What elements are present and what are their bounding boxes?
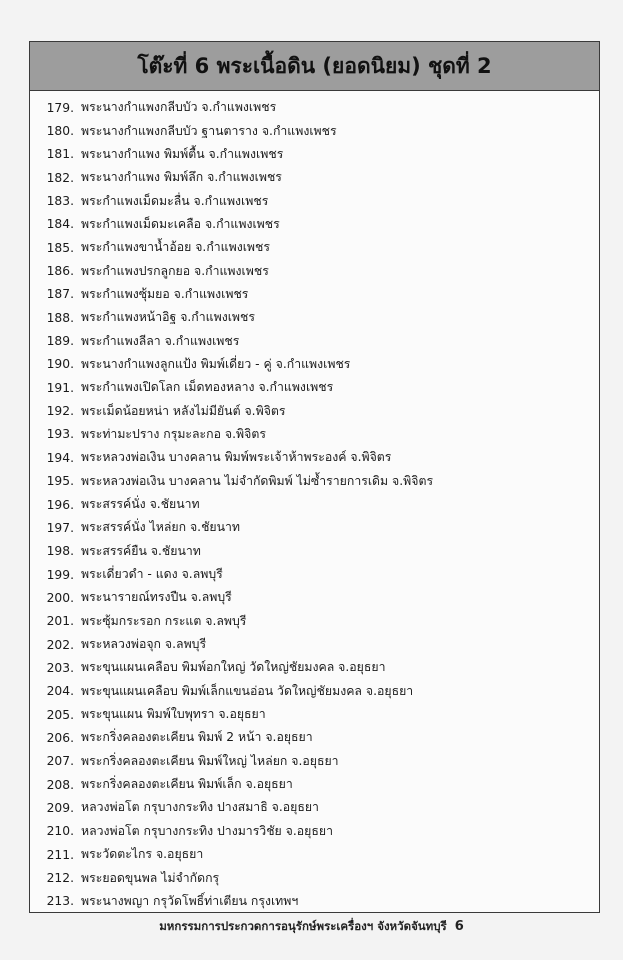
list-item [30,633,599,656]
item-text: พระหลวงพ่อเงิน บางคลาน พิมพ์พระเจ้าห้าพระองค์ จ.พิจิตร [81,450,392,465]
item-text: พระกริ่งคลองตะเคียน พิมพ์เล็ก จ.อยุธยา [81,777,293,792]
item-number: 179. [46,100,74,115]
item-number: 209. [46,800,74,815]
item-text: พระกำแพงลีลา จ.กำแพงเพชร [81,333,240,348]
item-text: พระสรรค์นั่ง จ.ชัยนาท [81,497,200,512]
item-text: พระนางกำแพงลูกแป้ง พิมพ์เดี่ยว - คู่ จ.กำแพงเพชร [81,356,351,371]
item-text: พระยอดขุนพล ไม่จำกัดกรุ [81,870,220,885]
item-text: พระนางกำแพงกลีบบัว จ.กำแพงเพชร [81,100,277,115]
item-number: 191. [46,380,74,395]
list-item [30,96,599,119]
list-item [30,119,599,142]
item-text: หลวงพ่อโต กรุบางกระทิง ปางมารวิชัย จ.อยุธยา [81,823,333,838]
item-number: 182. [46,170,74,185]
item-number: 188. [46,310,74,325]
item-number: 180. [46,124,74,139]
item-text: พระสรรค์นั่ง ไหล่ยก จ.ชัยนาท [81,520,241,535]
list-item [30,843,599,866]
list-item [30,890,599,913]
item-text: พระหลวงพ่อจุก จ.ลพบุรี [81,637,207,652]
item-number: 181. [46,147,74,162]
list-item [30,516,599,539]
list-item [30,470,599,493]
list-item [30,726,599,749]
page-footer [0,918,623,936]
item-number: 198. [46,544,74,559]
item-text: พระกริ่งคลองตะเคียน พิมพ์ 2 หน้า จ.อยุธยา [81,730,313,745]
list-item [30,796,599,819]
item-number: 211. [46,847,74,862]
item-text: พระวัดตะไกร จ.อยุธยา [81,847,204,862]
item-text: พระกริ่งคลองตะเคียน พิมพ์ใหญ่ ไหล่ยก จ.อยุธยา [81,753,339,768]
item-number: 202. [46,637,74,652]
item-text: พระกำแพงซุ้มยอ จ.กำแพงเพชร [81,286,249,301]
list-item [30,820,599,843]
item-number: 213. [46,894,74,909]
item-text: พระกำแพงหน้าอิฐ จ.กำแพงเพชร [81,310,255,325]
list-item [30,236,599,259]
list-item [30,399,599,422]
item-text: พระนางกำแพงกลีบบัว ฐานตาราง จ.กำแพงเพชร [81,123,337,138]
list-item [30,329,599,352]
item-number: 183. [46,194,74,209]
item-number: 195. [46,474,74,489]
list-item [30,353,599,376]
item-number: 207. [46,754,74,769]
table-frame [29,41,600,913]
list-item [30,703,599,726]
item-number: 204. [46,684,74,699]
item-number: 184. [46,217,74,232]
item-number: 186. [46,264,74,279]
list-item [30,563,599,586]
item-number: 196. [46,497,74,512]
item-number: 193. [46,427,74,442]
item-text: พระกำแพงขาน้ำอ้อย จ.กำแพงเพชร [81,240,270,255]
item-text: พระนารายณ์ทรงปืน จ.ลพบุรี [81,590,232,605]
list-item [30,259,599,282]
item-number: 192. [46,404,74,419]
item-text: พระกำแพงเม็ดมะลื่น จ.กำแพงเพชร [81,193,269,208]
footer-text: มหกรรมการประกวดการอนุรักษ์พระเครื่องฯ จังหวัดจันทบุรี [159,919,447,933]
list-item [30,586,599,609]
list-item [30,493,599,516]
item-text: พระนางกำแพง พิมพ์ลึก จ.กำแพงเพชร [81,170,282,185]
item-text: พระท่ามะปราง กรุมะละกอ จ.พิจิตร [81,426,266,441]
list-item [30,656,599,679]
list-item [30,610,599,633]
list-item [30,166,599,189]
list-item [30,773,599,796]
item-number: 212. [46,871,74,886]
item-number: 187. [46,287,74,302]
item-number: 206. [46,730,74,745]
item-number: 201. [46,614,74,629]
list-item [30,750,599,773]
item-text: พระกำแพงปรกลูกยอ จ.กำแพงเพชร [81,263,269,278]
item-number: 210. [46,824,74,839]
item-text: พระเม็ดน้อยหน่า หลังไม่มียันต์ จ.พิจิตร [81,403,286,418]
item-text: พระสรรค์ยืน จ.ชัยนาท [81,543,201,558]
item-text: พระเดี่ยวดำ - แดง จ.ลพบุรี [81,567,223,582]
item-text: พระกำแพงเปิดโลก เม็ดทองหลาง จ.กำแพงเพชร [81,380,334,395]
item-number: 189. [46,334,74,349]
list-item [30,376,599,399]
item-number: 205. [46,707,74,722]
item-number: 199. [46,567,74,582]
item-number: 197. [46,520,74,535]
amulet-list [30,91,599,913]
item-number: 194. [46,450,74,465]
list-item [30,866,599,889]
item-text: พระนางกำแพง พิมพ์ตื้น จ.กำแพงเพชร [81,146,284,161]
list-item [30,680,599,703]
list-item [30,540,599,563]
item-number: 208. [46,777,74,792]
item-text: พระขุนแผน พิมพ์ใบพุทรา จ.อยุธยา [81,707,266,722]
item-text: หลวงพ่อโต กรุบางกระทิง ปางสมาธิ จ.อยุธยา [81,800,319,815]
item-text: พระนางพญา กรุวัดโพธิ์ท่าเตียน กรุงเทพฯ [81,893,299,908]
list-item [30,423,599,446]
item-number: 190. [46,357,74,372]
page-title: โต๊ะที่ 6 พระเนื้อดิน (ยอดนิยม) ชุดที่ 2 [30,42,599,91]
list-item [30,446,599,469]
item-text: พระขุนแผนเคลือบ พิมพ์อกใหญ่ วัดใหญ่ชัยมงคล จ.อยุธยา [81,660,386,675]
list-item [30,283,599,306]
list-item [30,213,599,236]
list-item [30,306,599,329]
list-item [30,189,599,212]
item-text: พระหลวงพ่อเงิน บางคลาน ไม่จำกัดพิมพ์ ไม่ซ้ำรายการเดิม จ.พิจิตร [81,473,434,488]
list-item [30,143,599,166]
item-number: 203. [46,660,74,675]
item-number: 185. [46,240,74,255]
item-text: พระกำแพงเม็ดมะเคลือ จ.กำแพงเพชร [81,216,280,231]
page-number: 6 [454,919,464,934]
item-text: พระซุ้มกระรอก กระแต จ.ลพบุรี [81,613,247,628]
item-number: 200. [46,590,74,605]
item-text: พระขุนแผนเคลือบ พิมพ์เล็กแขนอ่อน วัดใหญ่ชัยมงคล จ.อยุธยา [81,683,414,698]
